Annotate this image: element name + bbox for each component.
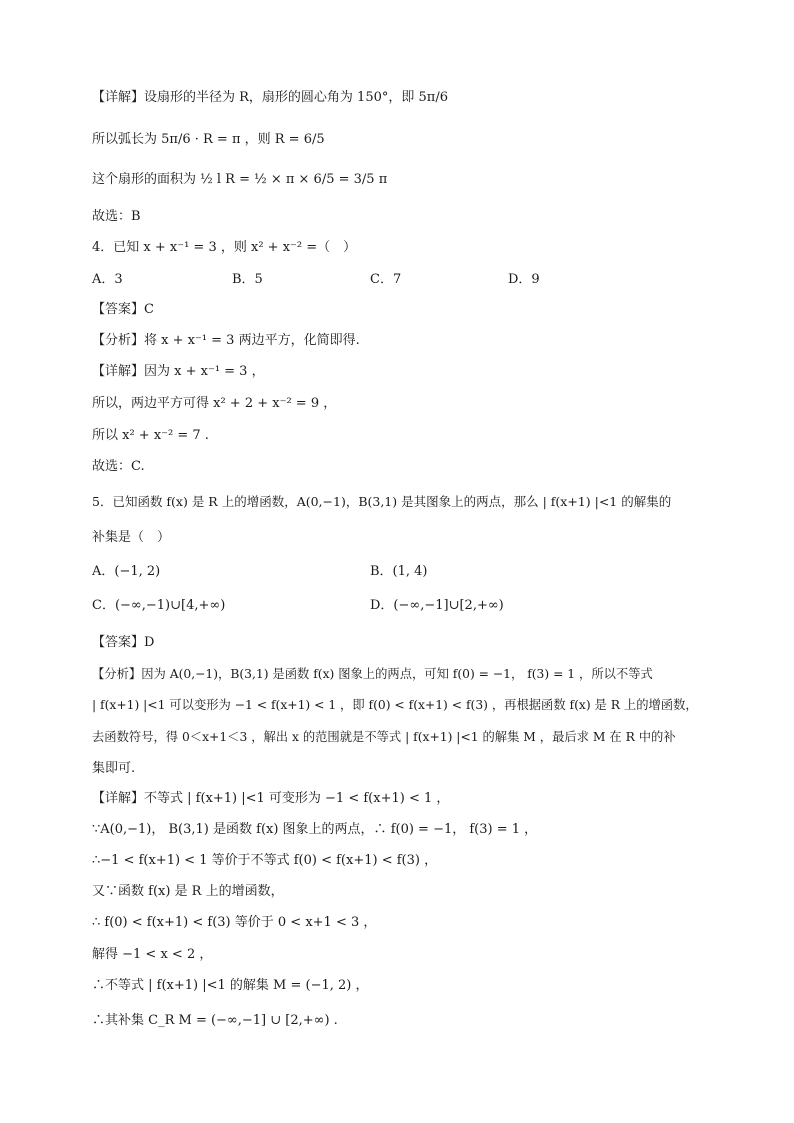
q5-analysis-4: 集即可. <box>92 761 136 776</box>
q5-answer: 【答案】D <box>92 635 155 650</box>
question-5-stem: 5．已知函数 f(x) 是 R 上的增函数，A(0,−1)，B(3,1) 是其图象上的两点，那么 | f(x+1) |<1 的解集的 <box>92 494 672 509</box>
solution-detail-line: 【详解】设扇形的半径为 R，扇形的圆心角为 150°，即 5π/6 <box>92 90 448 105</box>
q5-analysis-2: | f(x+1) |<1 可以变形为 −1 < f(x+1) < 1 ，即 f(0) < f(x+1) < f(3) ，再根据函数 f(x) 是 R 上的增函数， <box>92 698 698 712</box>
q4-option-d: D．9 <box>508 272 540 287</box>
q4-option-c: C．7 <box>370 272 402 287</box>
q5-detail-6: 解得 −1 < x < 2 ， <box>92 947 213 962</box>
q4-detail-1: 【详解】因为 x + x⁻¹ = 3 ， <box>92 364 265 379</box>
q5-detail-7: ∴不等式 | f(x+1) |<1 的解集 M = (−1, 2) ， <box>92 978 369 993</box>
q4-option-a: A．3 <box>92 272 123 287</box>
question-5-stem-cont: 补集是（ ） <box>92 530 171 545</box>
q4-detail-3: 所以 x² + x⁻² = 7 . <box>92 428 209 443</box>
q5-detail-8: ∴其补集 C_R M = (−∞,−1] ∪ [2,+∞) . <box>92 1013 338 1028</box>
choice-line: 故选：B <box>92 209 141 224</box>
q5-detail-5: ∴ f(0) < f(x+1) < f(3) 等价于 0 < x+1 < 3 ， <box>92 915 377 930</box>
q5-option-b: B．(1, 4) <box>370 564 428 579</box>
q4-choice: 故选：C. <box>92 459 145 474</box>
q5-detail-3: ∴−1 < f(x+1) < 1 等价于不等式 f(0) < f(x+1) < f(3) ， <box>92 853 438 868</box>
q4-option-b: B．5 <box>232 272 263 287</box>
q4-analysis: 【分析】将 x + x⁻¹ = 3 两边平方，化简即得. <box>92 333 360 348</box>
area-line: 这个扇形的面积为 ½ l R = ½ × π × 6/5 = 3/5 π <box>92 172 388 187</box>
arc-length-line: 所以弧长为 5π/6 · R = π ，则 R = 6/5 <box>92 132 325 147</box>
q5-analysis-3: 去函数符号，得 0＜x+1＜3 ，解出 x 的范围就是不等式 | f(x+1) |<1 的解集 M ，最后求 M 在 R 中的补 <box>92 730 676 744</box>
q5-detail-1: 【详解】不等式 | f(x+1) |<1 可变形为 −1 < f(x+1) < 1 ， <box>92 791 450 806</box>
q5-option-a: A．(−1, 2) <box>92 564 161 579</box>
q5-option-d: D．(−∞,−1]∪[2,+∞) <box>370 598 504 613</box>
q5-analysis-1: 【分析】因为 A(0,−1)，B(3,1) 是函数 f(x) 图象上的两点，可知 f(0) = −1， f(3) = 1 ，所以不等式 <box>92 667 653 681</box>
question-4-stem: 4．已知 x + x⁻¹ = 3 ，则 x² + x⁻² =（ ） <box>92 240 357 255</box>
q5-option-c: C．(−∞,−1)∪[4,+∞) <box>92 598 226 613</box>
q4-answer: 【答案】C <box>92 302 154 317</box>
q5-detail-4: 又∵函数 f(x) 是 R 上的增函数， <box>92 884 284 899</box>
q5-detail-2: ∵A(0,−1)， B(3,1) 是函数 f(x) 图象上的两点，∴ f(0) = −1， f(3) = 1 ， <box>92 822 538 837</box>
q4-detail-2: 所以，两边平方可得 x² + 2 + x⁻² = 9 ， <box>92 396 337 411</box>
